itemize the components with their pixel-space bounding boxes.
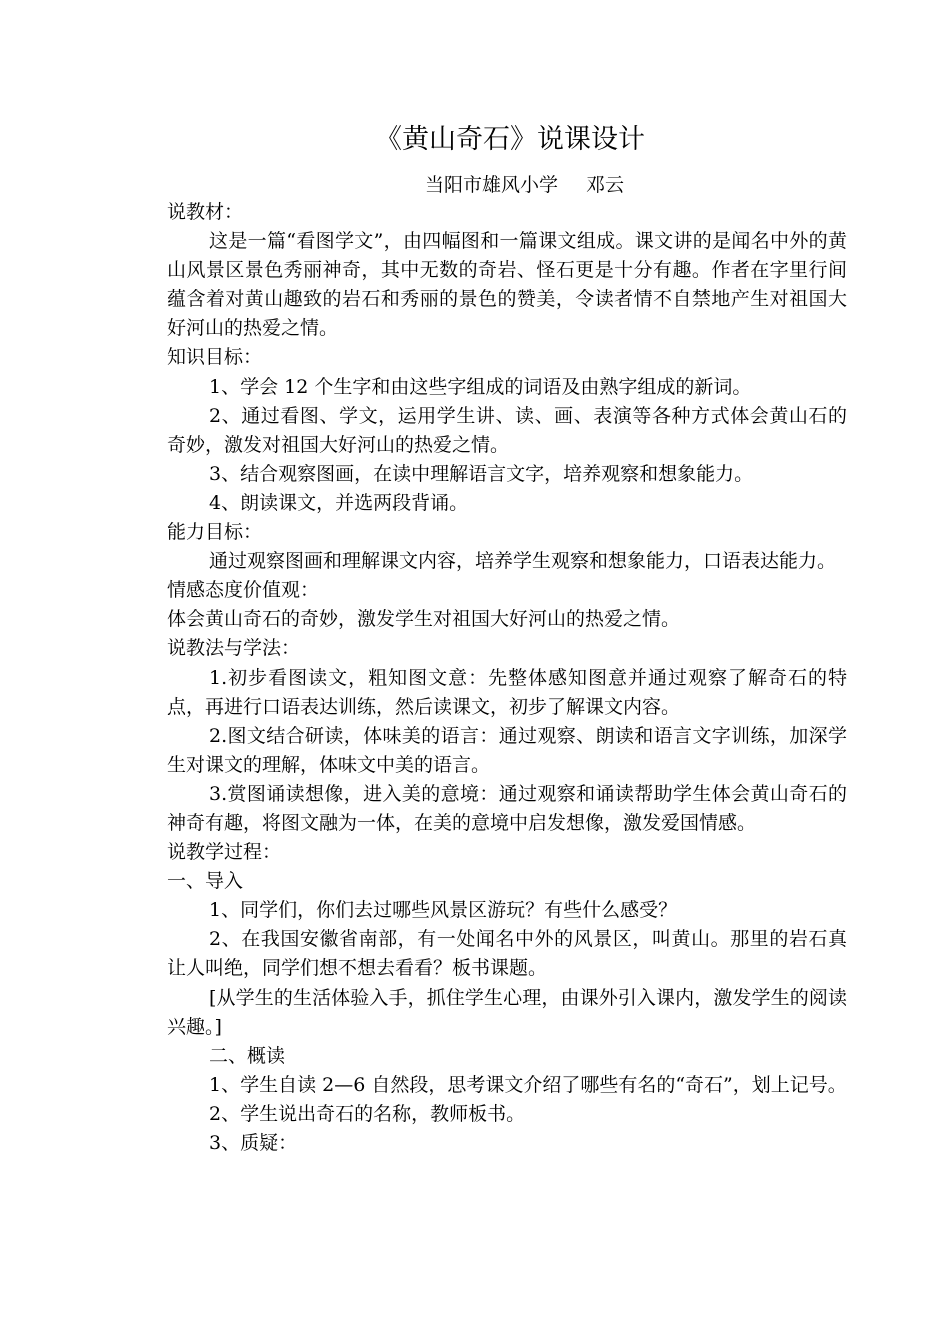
paragraph: 2、在我国安徽省南部，有一处闻名中外的风景区，叫黄山。那里的岩石真让人叫绝，同学们想不想去看看？板书课题。: [167, 928, 847, 980]
paragraph: 4、朗读课文，并选两段背诵。: [209, 491, 469, 514]
document-body: [167, 198, 847, 1158]
paragraph: 一、导入: [167, 870, 244, 893]
paragraph: 1、同学们，你们去过哪些风景区游玩？有些什么感受？: [209, 899, 678, 922]
paragraph: 2.图文结合研读，体味美的语言：通过观察、朗读和语言文字训练，加深学生对课文的理解，体味文中美的语言。: [167, 724, 847, 776]
paragraph: 3.赏图诵读想像，进入美的意境：通过观察和诵读帮助学生体会黄山奇石的神奇有趣，将图文融为一体，在美的意境中启发想像，激发爱国情感。: [167, 782, 847, 834]
paragraph: 2、学生说出奇石的名称，教师板书。: [209, 1102, 526, 1125]
paragraph: 通过观察图画和理解课文内容，培养学生观察和想象能力，口语表达能力。: [209, 550, 837, 573]
author-school: 当阳市雄风小学: [425, 174, 559, 196]
paragraph: 3、结合观察图画，在读中理解语言文字，培养观察和想象能力。: [209, 462, 754, 485]
paragraph: 二、概读: [209, 1044, 286, 1067]
paragraph: 1.初步看图读文，粗知图文意：先整体感知图意并通过观察了解奇石的特点，再进行口语表达训练，然后读课文，初步了解课文内容。: [167, 666, 847, 718]
paragraph: 1、学会 12 个生字和由这些字组成的词语及由熟字组成的新词。: [209, 375, 752, 398]
paragraph: 说教法与学法：: [167, 637, 301, 660]
paragraph: 这是一篇“看图学文”，由四幅图和一篇课文组成。课文讲的是闻名中外的黄山风景区景色秀丽神奇，其中无数的奇岩、怪石更是十分有趣。作者在字里行间蕴含着对黄山趣致的岩石和秀丽的景色的赞美，令读者情不自禁地产生对祖国大好河山的热爱之情。: [167, 230, 847, 340]
paragraph: 体会黄山奇石的奇妙，激发学生对祖国大好河山的热爱之情。: [167, 608, 681, 631]
paragraph: 2、通过看图、学文，运用学生讲、读、画、表演等各种方式体会黄山石的奇妙，激发对祖国大好河山的热爱之情。: [167, 404, 847, 456]
paragraph: 情感态度价值观：: [167, 579, 320, 602]
paragraph: 说教材：: [167, 201, 244, 223]
author-line: [425, 170, 624, 200]
paragraph: 说教学过程：: [167, 841, 282, 864]
paragraph: 3、质疑：: [209, 1132, 298, 1154]
paragraph: 1、学生自读 2—6 自然段，思考课文介绍了哪些有名的“奇石”，划上记号。: [209, 1073, 847, 1096]
author-name: 邓云: [586, 174, 625, 196]
paragraph: 知识目标：: [167, 346, 263, 369]
paragraph: 能力目标：: [167, 521, 263, 544]
paragraph: [从学生的生活体验入手，抓住学生心理，由课外引入课内，激发学生的阅读兴趣。]: [167, 986, 847, 1038]
document-title: 《黄山奇石》说课设计: [375, 124, 645, 155]
